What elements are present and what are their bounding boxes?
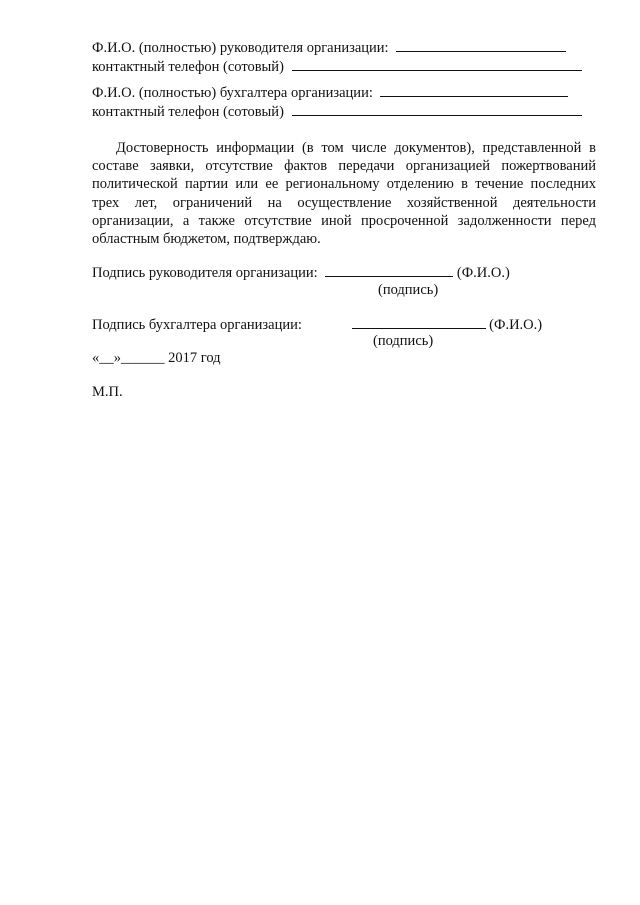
head-signature-label: Подпись руководителя организации: [92,265,318,281]
head-fio-row [92,38,566,57]
acct-fio-blank [380,83,568,97]
acct-phone-row [92,102,582,121]
stamp-label: М.П. [92,384,123,400]
acct-signature-blank [352,315,486,329]
acct-signature-row [92,315,542,334]
acct-fio-label: Ф.И.О. (полностью) бухгалтера организации: [92,85,373,101]
head-signature-fio: (Ф.И.О.) [456,265,510,281]
head-phone-blank [292,57,582,71]
head-signature-blank [325,263,453,277]
certification-paragraph: Достоверность информации (в том числе документов), представленной в составе заявки, отсутствие фактов передачи организацией пожертвований политической партии или ее региональному отделению в течение последних трех лет, ограничений на осуществление хозяйственной деятельности организации, а также отсутствие иной просроченной задолженности перед областным бюджетом, подтверждаю. [92,140,596,248]
head-phone-label: контактный телефон (сотовый) [92,59,284,75]
acct-signature-caption: (подпись) [373,333,434,349]
acct-signature-label: Подпись бухгалтера организации: [92,317,302,333]
date-line: «__»______ 2017 год [92,350,221,366]
head-phone-row [92,57,582,76]
head-signature-caption: (подпись) [378,282,439,298]
head-signature-row [92,263,510,282]
acct-fio-row [92,83,568,102]
acct-phone-blank [292,102,582,116]
head-fio-blank [396,38,566,52]
head-fio-label: Ф.И.О. (полностью) руководителя организации: [92,40,389,56]
acct-signature-fio: (Ф.И.О.) [489,317,543,333]
acct-phone-label: контактный телефон (сотовый) [92,104,284,120]
